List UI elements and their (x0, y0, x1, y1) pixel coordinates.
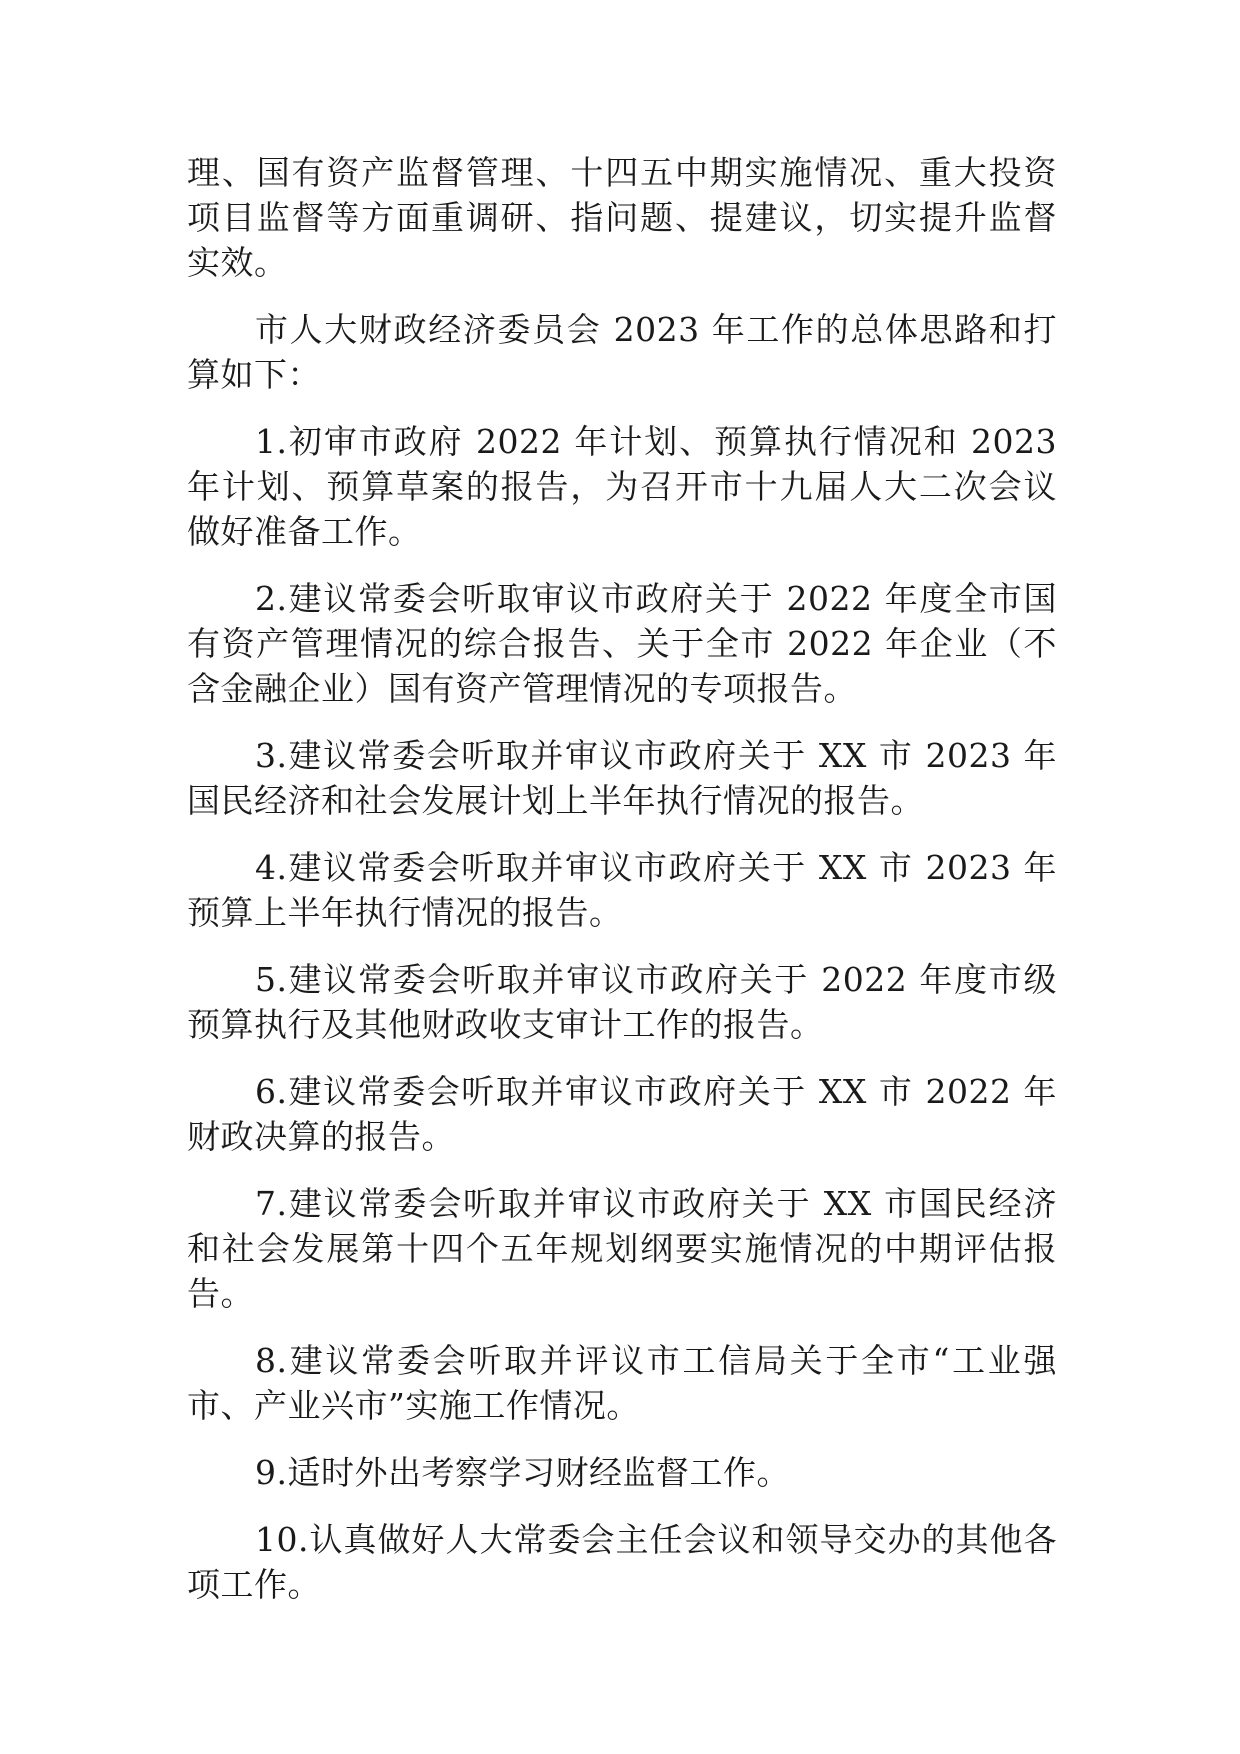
document-body (187, 150, 1057, 1629)
paragraph-continuation: 理、国有资产监督管理、十四五中期实施情况、重大投资项目监督等方面重调研、指问题、提建议，切实提升监督实效。 (187, 153, 1057, 282)
list-item-9: 9.适时外出考察学习财经监督工作。 (255, 1453, 790, 1492)
list-item-7: 7.建议常委会听取并审议市政府关于 XX 市国民经济和社会发展第十四个五年规划纲要实施情况的中期评估报告。 (187, 1184, 1057, 1313)
paragraph-overview: 市人大财政经济委员会 2023 年工作的总体思路和打算如下： (187, 310, 1057, 394)
list-item-8: 8.建议常委会听取并评议市工信局关于全市“工业强市、产业兴市”实施工作情况。 (187, 1341, 1057, 1425)
list-item-10: 10.认真做好人大常委会主任会议和领导交办的其他各项工作。 (187, 1520, 1057, 1604)
list-item-6: 6.建议常委会听取并审议市政府关于 XX 市 2022 年财政决算的报告。 (187, 1072, 1057, 1156)
list-item-1: 1.初审市政府 2022 年计划、预算执行情况和 2023 年计划、预算草案的报告，为召开市十九届人大二次会议做好准备工作。 (187, 422, 1057, 551)
list-item-2: 2.建议常委会听取审议市政府关于 2022 年度全市国有资产管理情况的综合报告、关于全市 2022 年企业（不含金融企业）国有资产管理情况的专项报告。 (187, 579, 1057, 708)
list-item-3: 3.建议常委会听取并审议市政府关于 XX 市 2023 年国民经济和社会发展计划上半年执行情况的报告。 (187, 736, 1057, 820)
list-item-4: 4.建议常委会听取并审议市政府关于 XX 市 2023 年预算上半年执行情况的报告。 (187, 848, 1057, 932)
list-item-5: 5.建议常委会听取并审议市政府关于 2022 年度市级预算执行及其他财政收支审计工作的报告。 (187, 960, 1057, 1044)
